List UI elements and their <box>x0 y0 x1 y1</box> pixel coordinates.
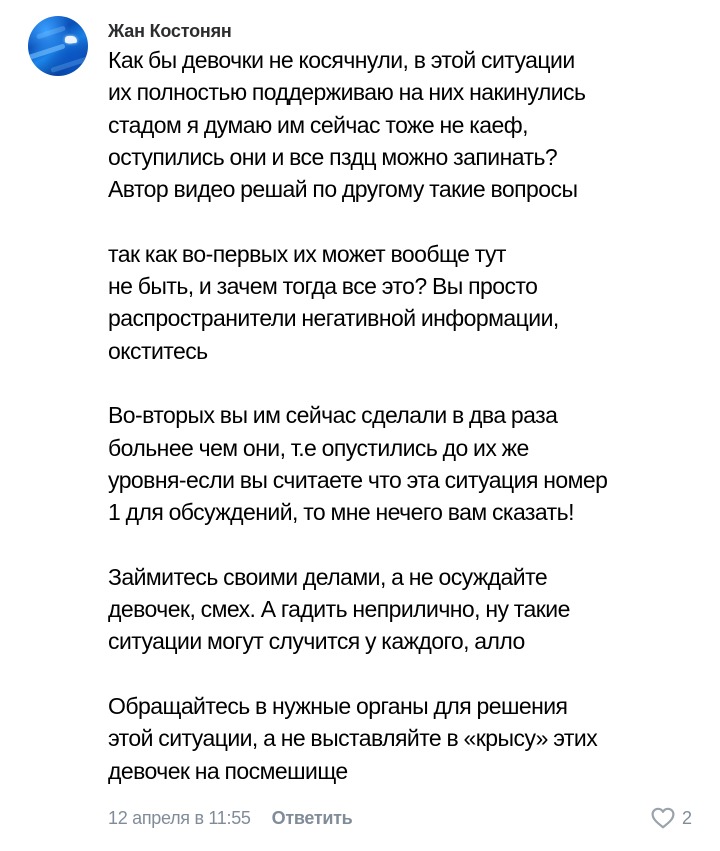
paragraph-gap <box>108 528 708 560</box>
comment-line: Как бы девочки не косячнули, в этой ситуации <box>108 47 575 73</box>
avatar-decoration <box>36 25 66 39</box>
like-button[interactable] <box>650 806 692 830</box>
comment-line: больнее чем они, т.е опустились до их же <box>108 434 529 461</box>
comment-line: окститесь <box>108 337 208 364</box>
comment-line: девочек, смех. А гадить неприлично, ну такие <box>108 596 570 623</box>
comment-line: Займитесь своими делами, а не осуждайте <box>108 563 548 590</box>
comment-text <box>108 44 708 787</box>
comment-line: так как во-первых их может вообще тут <box>108 240 506 267</box>
comment-line: распространители негативной информации, <box>108 305 559 332</box>
comment-footer <box>108 806 352 830</box>
comment-line: не быть, и зачем тогда все это? Вы просто <box>108 273 538 300</box>
paragraph-gap <box>108 658 708 690</box>
comment-line: Автор видео решай по другому такие вопросы <box>108 176 578 203</box>
avatar-logo <box>65 36 77 43</box>
comment-line: Во-вторых вы им сейчас сделали в два раза <box>108 402 558 429</box>
heart-outline-icon <box>650 806 676 830</box>
reply-button[interactable]: Ответить <box>271 807 353 828</box>
like-count: 2 <box>681 807 692 828</box>
comment-line: девочек на посмешище <box>108 757 348 784</box>
avatar[interactable] <box>28 16 88 76</box>
comment-line: их полностью поддерживаю на них накинулись <box>108 79 586 106</box>
author-name[interactable]: Жан Костонян <box>108 21 232 41</box>
paragraph-gap <box>108 367 708 399</box>
avatar-decoration <box>50 56 88 73</box>
comment-line: ситуации могут случится у каждого, алло <box>108 628 525 655</box>
comment-date[interactable]: 12 апреля в 11:55 <box>108 807 251 828</box>
paragraph-gap <box>108 205 708 237</box>
comment-line: 1 для обсуждений, то мне нечего вам сказать! <box>108 499 574 526</box>
avatar-decoration <box>28 43 66 61</box>
comment-line: стадом я думаю им сейчас тоже не каеф, <box>108 111 528 138</box>
comment-line: уровня-если вы считаете что эта ситуация номер <box>108 466 608 493</box>
comment-line: оступились они и все пздц можно запинать? <box>108 143 558 170</box>
comment-line: Обращайтесь в нужные органы для решения <box>108 692 568 719</box>
comment-line: этой ситуации, а не выставляйте в «крысу» этих <box>108 725 598 752</box>
